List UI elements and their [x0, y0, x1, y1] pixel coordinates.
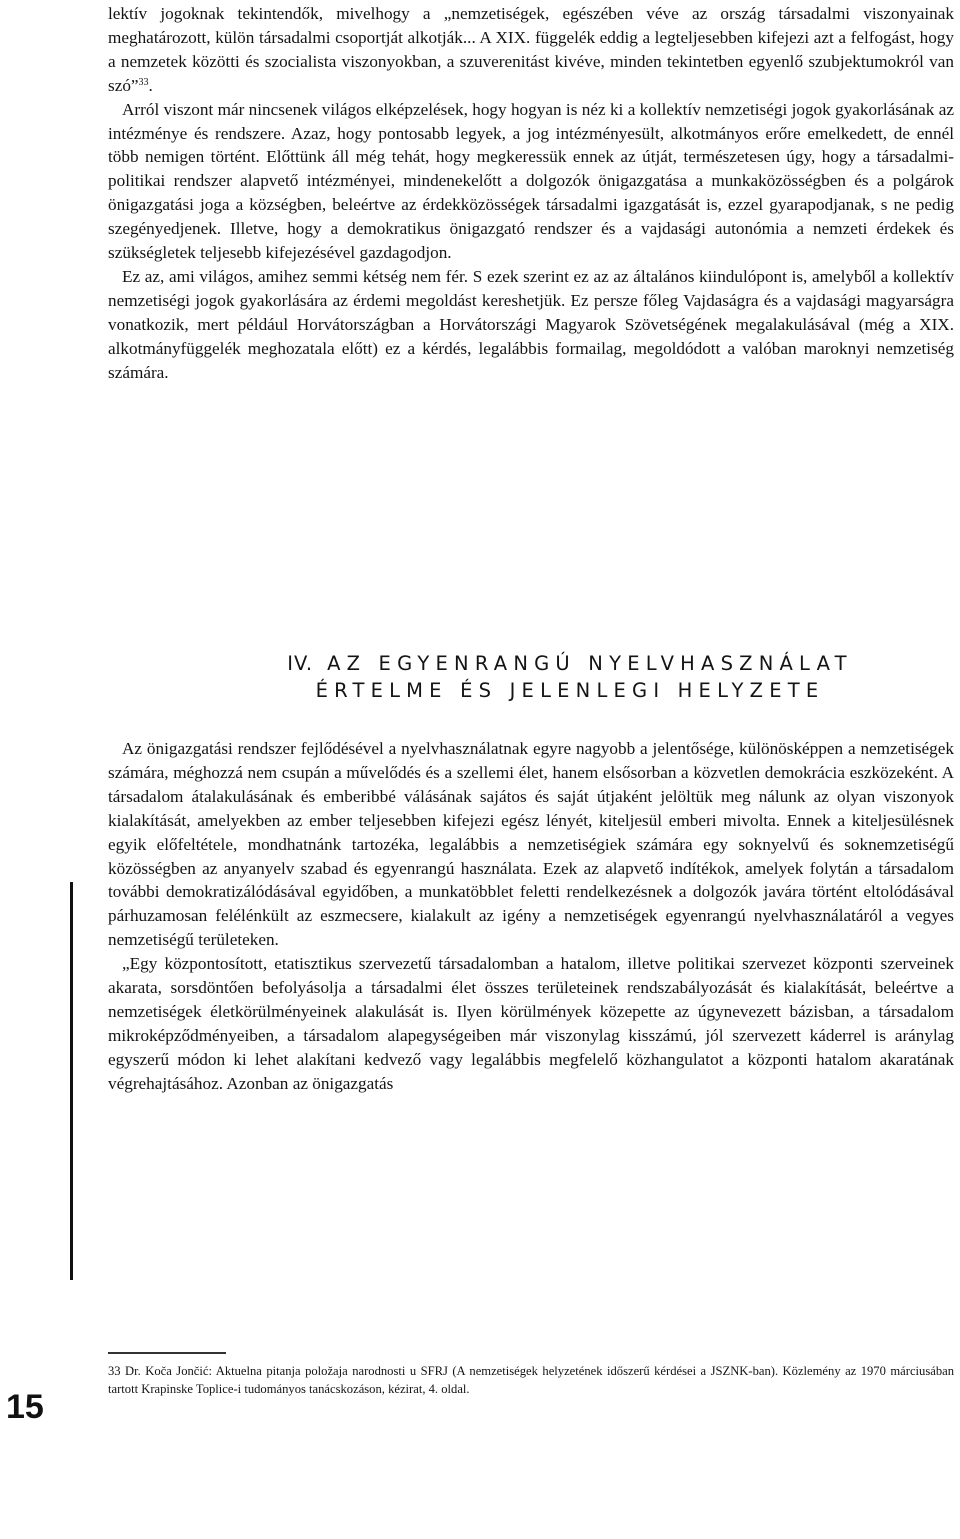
paragraph-text: lektív jogoknak tekintendők, mivelhogy a „nemzetiségek, egészében véve az ország társadalmi viszonyainak meghatározott, külön társadalmi csoportját alkotják... A XIX. függelék eddig a legteljesebben kifejezi azt a felfogást, hogy a nemzetek közötti és szocialista viszonyokban, a szuverenitást kivéve, minden tekintetben egyenlő szubjektumokról van szó” [108, 4, 954, 95]
chapter-title-line-2: ÉRTELME ÉS JELENLEGI HELYZETE [315, 679, 825, 702]
margin-rule [70, 882, 73, 1280]
top-text-block [108, 2, 954, 385]
paragraph: Arról viszont már nincsenek világos elképzelések, hogy hogyan is néz ki a kollektív nemzetiségi jogok gyakorlásának az intézménye és rendszere. Azaz, hogy pontosabb legyek, a jog intézményesült, alkotmányos erőre emelkedett, de ennél több nemigen történt. Előttünk áll még tehát, hogy megkeressük ennek az útját, természetesen úgy, hogy a társadalmi-politikai rendszer alapvető intézményei, mindenekelőtt a dolgozók önigazgatása a munkaközösségben és a polgárok önigazgatási joga a községben, beleértve az érdekközösségek társadalmi igazgatását is, ezzel gyarapodjanak, s ne pedig szegényedjenek. Illetve, hogy a demokratikus önigazgató rendszer és a vajdasági autonómia a nemzeti érdekek és szükségletek teljesebb kifejezésével gazdagodjon. [108, 99, 954, 263]
paragraph: Ez az, ami világos, amihez semmi kétség nem fér. S ezek szerint ez az az általános kiindulópont is, amelyből a kollektív nemzetiségi jogok gyakorlására az érdemi megoldást kereshetjük. Ez persze főleg Vajdaságra és a vajdasági magyarságra vonatkozik, mert például Horvátországban a Horvátországi Magyarok Szövetségének megalakulásával (még a XIX. alkotmányfüggelék meghozatala előtt) ez a kérdés, legalábbis formailag, megoldódott a valóban maroknyi nemzetiség számára. [108, 266, 954, 382]
footnote-reference: 33 [138, 76, 149, 88]
footnote-text: 33 Dr. Koča Jončić: Aktuelna pitanja položaja narodnosti u SFRJ (A nemzetiségek helyzetének időszerű kérdései a JSZNK-ban). Közlemény az 1970 márciusában tartott Krapinske Toplice-i tudományos tanácskozáson, kézirat, 4. oldal. [108, 1364, 954, 1396]
paragraph-quote: „Egy központosított, etatisztikus szervezetű társadalomban a hatalom, illetve politikai szervezet központi szerveinek akarata, sorsdöntően befolyásolja a társadalmi élet összes területeinek rendszabályozását és kialakítását, beleértve a nemzetiségek életkörülményeinek alakulását is. Ilyen körülmények közepette az úgynevezett bázisban, a társadalom mikroképződményeiben, a társadalom alapegységeiben már viszonylag kisszámú, jól szervezett káderrel is aránylag egyszerű módon ki lehet alakítani kedvező vagy legalábbis megfelelő közhangulatot a központi hatalom akaratának végrehajtásához. Azonban az önigazgatás [108, 954, 954, 1093]
footnote [108, 1362, 954, 1398]
chapter-heading-line-1 [180, 650, 960, 677]
bottom-text-block [108, 737, 954, 1096]
chapter-number: IV. [287, 652, 314, 675]
page-number: 15 [6, 1388, 44, 1426]
footnote-divider [108, 1352, 226, 1354]
chapter-heading [180, 650, 960, 704]
chapter-title-line-1: AZ EGYENRANGÚ NYELVHASZNÁLAT [327, 652, 853, 675]
paragraph: Az önigazgatási rendszer fejlődésével a nyelvhasználatnak egyre nagyobb a jelentősége, különösképpen a nemzetiségek számára, méghozzá nem csupán a művelődés és a szellemi élet, hanem elsősorban a közvetlen demokrácia eszközeként. A társadalom átalakulásának és emberibbé válásának sajátos és saját útjaként jelöltük meg nálunk az olyan viszonyok kialakítását, amelyekben az ember teljesebben kifejezi egész lényét, kiteljesül emberi mivolta. Ennek a kiteljesülésnek egyik előfeltétele, mondhatnánk tartozéka, legalábbis a nemzetiségiek számára egy soknyelvű és soknemzetiségű közösségben az anyanyelv szabad és egyenrangú használata. Ezek az alapvető indítékok, amelyek folytán a társadalom további demokratizálódásával egyidőben, a munkatöbblet feletti rendelkezésnek a dolgozók javára történt eltolódásával párhuzamosan felélénkült az eszmecsere, kialakult az igény a nemzetiségek egyenrangú nyelvhasználatáról a vegyes nemzetiségű területeken. [108, 739, 954, 950]
paragraph-continuation: lektív jogoknak tekintendők, mivelhogy a „nemzetiségek, egészében véve az ország társadalmi viszonyainak meghatározott, külön társadalmi csoportját alkotják... A XIX. függelék eddig a legteljesebben kifejezi azt a felfogást, hogy a nemzetek közötti és szocialista viszonyokban, a szuverenitást kivéve, minden tekintetben egyenlő szubjektumokról van szó”$^{33}$. [108, 4, 954, 95]
